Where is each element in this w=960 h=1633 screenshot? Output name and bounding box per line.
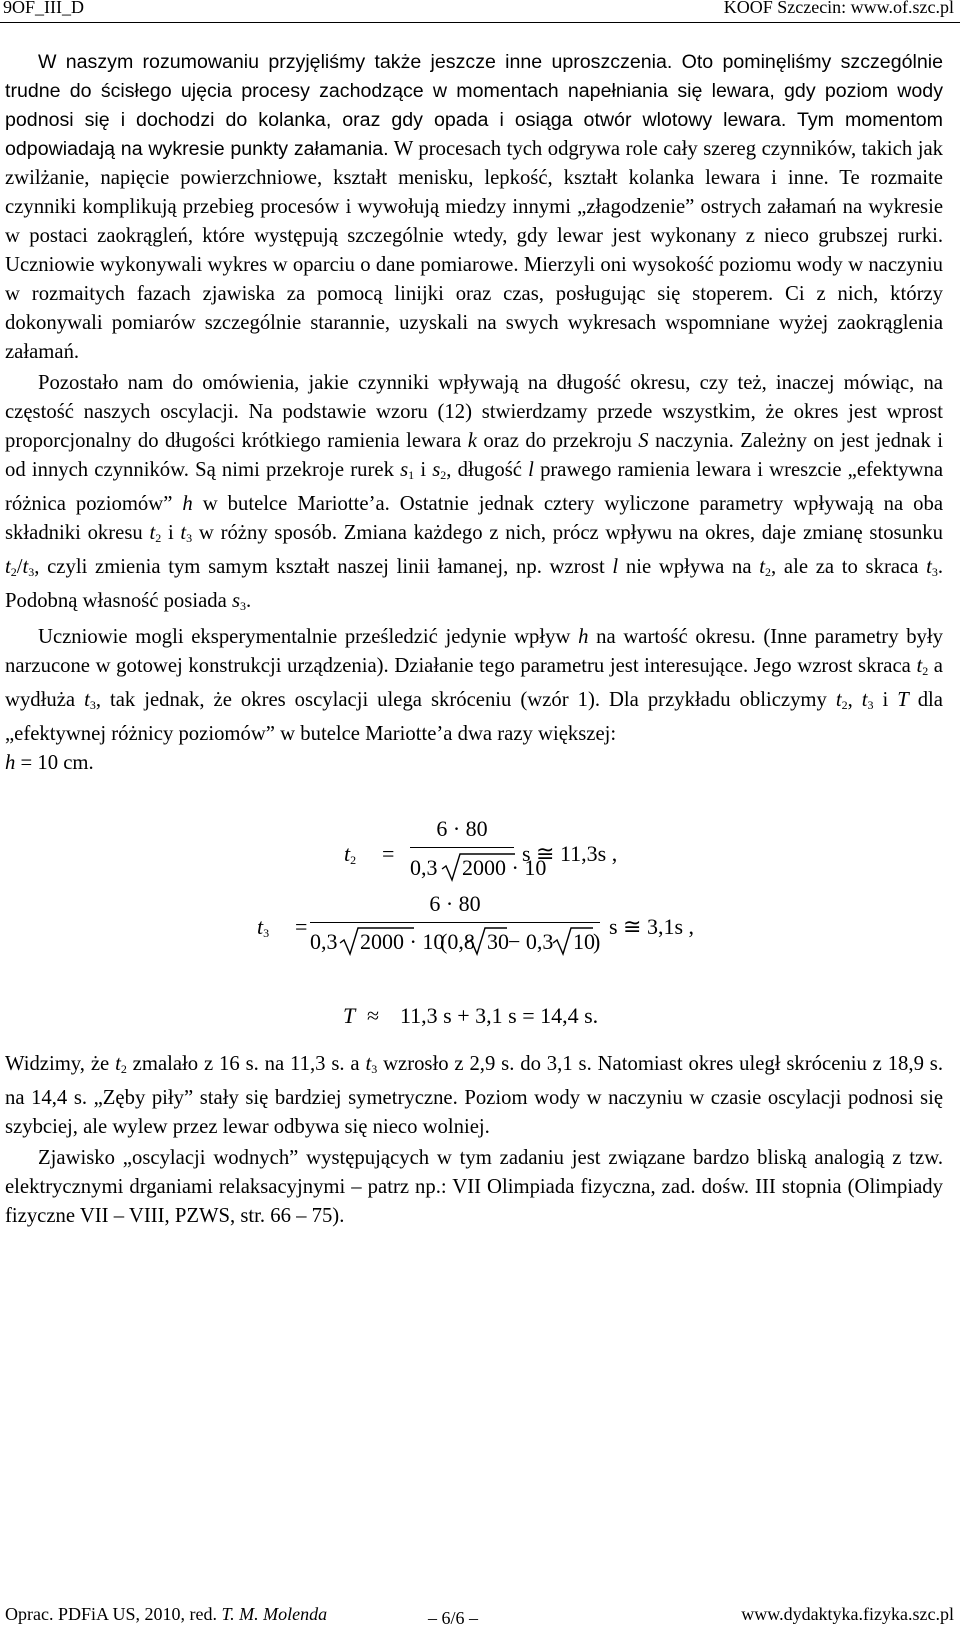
- footer-page-number: – 6/6 –: [428, 1608, 479, 1628]
- t2-numerator: 6 · 80: [436, 816, 488, 841]
- paragraph-period-factors: Pozostało nam do omówienia, jakie czynniki wpływają na długość okresu, czy też, inaczej mówiąc, na częstość naszych oscylacji. Na podstawie wzoru (12) stwierdzamy przede wszystkim, że okres jest wprost proporcjonalny do długości krótkiego ramienia lewara k oraz do przekroju S naczynia. Zależny on jest jednak i od innych czynników. Są nimi przekroje rurek $s_1$ i $s_2$, długość l prawego ramienia lewara i wreszcie „efektywna różnica poziomów” h w butelce Mariotte’a. Ostatnie jednak cztery wyliczone parametry wpływają na oba składniki okresu $t_2$ i $t_3$ w różny sposób. Zmiana każdego z nich, prócz wpływu na okres, daje zmianę stosunku $t_2/t_3$, czyli zmienia tym samym kształt naszej linii łamanej, np. wzrost l nie wpływa na $t_2$, ale za to skraca $t_3$. Podobną własność posiada $s_3$.: [5, 372, 944, 613]
- page-header: [0, 0, 960, 22]
- header-site: KOOF Szczecin: www.of.szc.pl: [723, 0, 954, 17]
- t3-numerator: 6 · 80: [429, 891, 481, 916]
- footer-credits: Oprac. PDFiA US, 2010, red. T. M. Molenda: [5, 1604, 328, 1624]
- paragraph-conclusion: Widzimy, że $t_2$ zmalało z 16 s. na 11,3 s. a $t_3$ wzrosło z 2,9 s. do 3,1 s. Natomiast okres uległ skróceniu z 18,9 s. na 14,4 s. „Zęby piły” stały się bardziej symetryczne. Poziom wody w naczyniu w czasie oscylacji podnosi się szybciej, ale wylew przez lewar odbywa się nieco wolniej.: [5, 1053, 943, 1138]
- header-rule: [0, 22, 960, 23]
- body-text-top: [5, 48, 943, 778]
- h-value-line: h = 10 cm.: [5, 752, 94, 774]
- body-text-bottom: [5, 1050, 943, 1231]
- paragraph-analogy: Zjawisko „oscylacji wodnych” występujących w tym zadaniu jest związane bardzo bliską analogią z tzw. elektrycznymi drganiami relaksacyjnymi – patrz np.: VII Olimpiada fizyczna, zad. dośw. III stopnia (Olimpiady fizyczne VII – VIII, PZWS, str. 66 – 75).: [5, 1147, 943, 1227]
- header-doc-id: 9OF_III_D: [3, 0, 84, 17]
- t3-fraction-bar: [310, 922, 600, 923]
- footer-site-link[interactable]: www.dydaktyka.fizyka.szc.pl: [741, 1604, 954, 1624]
- paragraph-simplifications: W naszym rozumowaniu przyjęliśmy także jeszcze inne uproszczenia. Oto pominęliśmy szczególnie trudne do ścisłego ujęcia procesy zachodzące w momentach napełniania się lewara, gdy poziom wody podnosi się i dochodzi do kolanka, oraz gdy opada i osiąga otwór wlotowy lewara. Tym momentom odpowiadają na wykresie punkty załamania. W procesach tych odgrywa role cały szereg czynników, takich jak zwilżanie, napięcie powierzchniowe, kształt menisku, lepkość, kształt kolanka lewara i inne. Te rozmaite czynniki komplikują przebieg procesów i wywołują miedzy innymi „złagodzenie” ostrych załamań na wykresie w postaci zaokrągleń, które występują szczególnie wtedy, gdy lewar jest wykonany z nieco grubszej rurki. Uczniowie wykonywali wykres w oparciu o dane pomiarowe. Mierzyli oni wysokość poziomu wody w naczyniu w rozmaitych fazach zjawiska za pomocą linijki oraz czas, posługując się stoperem. Ci z nich, którzy dokonywali pomiarów szczególnie starannie, uzyskali na swych wykresach wspomniane wyżej zaokrąglenia załamań.: [5, 51, 943, 363]
- paragraph-h-influence: Uczniowie mogli eksperymentalnie prześledzić jedynie wpływ h na wartość okresu. (Inne parametry były narzucone w gotowej konstrukcji urządzenia). Działanie tego parametru jest interesujące. Jego wzrost skraca $t_2$ a wydłuża $t_3$, tak jednak, że okres oscylacji ulega skróceniu (wzór 1). Dla przykładu obliczymy $t_2$, $t_3$ i T dla „efektywnej różnicy poziomów” w butelce Mariotte’a dwa razy większej:: [5, 626, 943, 745]
- t2-fraction-bar: [410, 847, 514, 848]
